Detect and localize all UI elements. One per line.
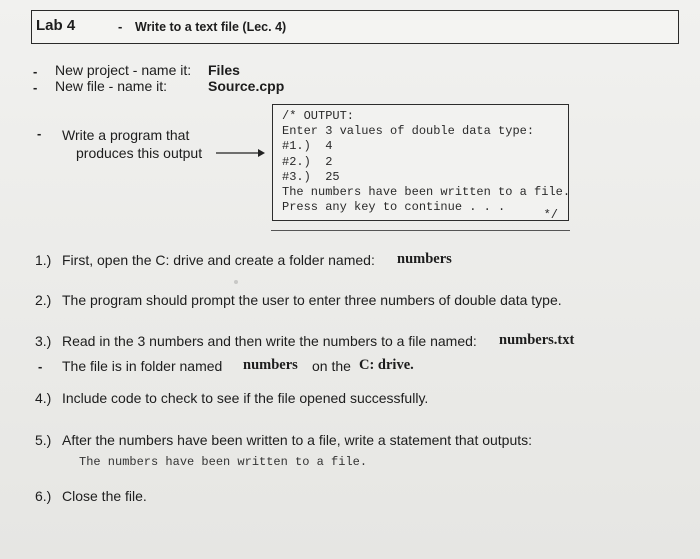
step-5-text: After the numbers have been written to a file, write a statement that outputs: (62, 432, 533, 448)
project-name-label: New project - name it: (55, 62, 192, 78)
step-number: 5.) (35, 432, 52, 448)
output-line: #2.) 2 (282, 154, 333, 169)
output-line: The numbers have been written to a file. (282, 185, 571, 200)
output-line: Press any key to continue . . . (282, 200, 506, 215)
divider (271, 230, 570, 231)
folder-name: numbers (397, 251, 452, 267)
bullet-dash: - (33, 80, 38, 95)
step-2-text: The program should prompt the user to enter three numbers of double data type. (62, 292, 562, 308)
drive-name: C: drive. (359, 357, 414, 373)
project-name-value: Files (208, 62, 240, 78)
step-3-text: Read in the 3 numbers and then write the numbers to a file named: (62, 333, 477, 349)
folder-name: numbers (243, 357, 298, 373)
step-1-text: First, open the C: drive and create a folder named: (62, 252, 375, 268)
arrow-right-icon (214, 146, 266, 160)
step-number: 6.) (35, 488, 52, 504)
paper-speck (234, 280, 238, 284)
title-separator: - (118, 19, 123, 34)
file-name-value: Source.cpp (208, 78, 285, 94)
output-line: Enter 3 values of double data type: (282, 124, 535, 139)
lab-subtitle: Write to a text file (Lec. 4) (135, 20, 287, 34)
comment-end: */ (543, 208, 558, 222)
bullet-dash: - (33, 64, 38, 79)
bullet-dash: - (38, 359, 43, 374)
output-line: #1.) 4 (282, 139, 333, 154)
title-box (31, 10, 679, 44)
step-6-text: Close the file. (62, 488, 147, 504)
output-line: #3.) 25 (282, 169, 340, 184)
output-line: /* OUTPUT: (282, 109, 355, 123)
step-4-text: Include code to check to see if the file opened successfully. (62, 390, 429, 406)
step-3-note-b: on the (312, 358, 351, 374)
step-number: 4.) (35, 390, 52, 406)
console-output-box (272, 104, 569, 221)
bullet-dash: - (37, 126, 42, 141)
step-3-note-a: The file is in folder named (62, 358, 223, 374)
step-number: 3.) (35, 333, 52, 349)
file-name-label: New file - name it: (55, 78, 168, 94)
step-number: 1.) (35, 252, 52, 268)
lab-title: Lab 4 (36, 17, 76, 34)
program-desc-line1: Write a program that (62, 127, 190, 143)
expected-output: The numbers have been written to a file. (79, 455, 368, 469)
step-number: 2.) (35, 292, 52, 308)
program-desc-line2: produces this output (76, 145, 203, 161)
file-name: numbers.txt (499, 332, 575, 348)
